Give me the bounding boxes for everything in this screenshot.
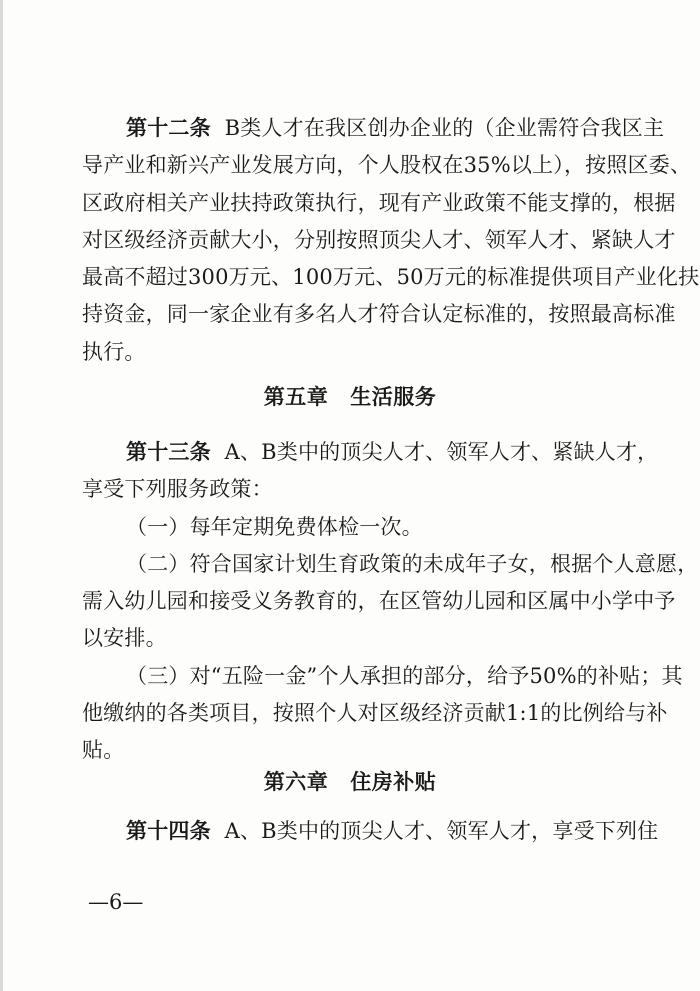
article-14-text: A、B类中的顶尖人才、领军人才，享受下列住 <box>224 819 659 843</box>
article-13-line-1 <box>82 433 659 471</box>
article-13-heading: 第十三条 <box>126 439 211 464</box>
article-12-line-6: 持资金，同一家企业有多名人才符合认定标准的，按照最高标准 <box>82 302 676 327</box>
chapter-6-title: 住房补贴 <box>350 769 437 794</box>
chapter-5-title: 生活服务 <box>350 384 437 409</box>
article-13-item-1: （一）每年定期免费体检一次。 <box>126 514 423 539</box>
article-12-heading: 第十二条 <box>126 115 211 140</box>
article-14-line-1 <box>82 812 659 850</box>
article-12-line-1 <box>82 109 665 147</box>
article-13-item-2-line-2: 需入幼儿园和接受义务教育的，在区管幼儿园和区属中小学中予 <box>82 589 676 614</box>
article-14-heading: 第十四条 <box>126 818 211 843</box>
chapter-5-number: 第五章 <box>263 384 329 409</box>
article-13-text: A、B类中的顶尖人才、领军人才、紧缺人才， <box>224 440 659 464</box>
article-12-text: B类人才在我区创办企业的（企业需符合我区主 <box>224 116 665 140</box>
article-12 <box>82 109 700 371</box>
article-12-line-3: 区政府相关产业扶持政策执行，现有产业政策不能支撑的，根据 <box>82 190 676 215</box>
article-13-item-2-line-3: 以安排。 <box>82 626 167 651</box>
article-14 <box>82 812 659 850</box>
article-13-item-3-line-3: 贴。 <box>82 738 125 763</box>
article-13-line-2: 享受下列服务政策： <box>82 477 273 502</box>
article-13-item-3-line-2: 他缴纳的各类项目，按照个人对区级经济贡献1:1的比例给与补 <box>82 701 668 726</box>
article-12-line-4: 对区级经济贡献大小，分别按照顶尖人才、领军人才、紧缺人才 <box>82 227 676 252</box>
article-13-item-3-line-1: （三）对“五险一金”个人承担的部分，给予50%的补贴；其 <box>126 663 683 688</box>
chapter-6-heading <box>0 766 700 796</box>
article-12-line-5: 最高不超过300万元、100万元、50万元的标准提供项目产业化扶 <box>82 265 700 290</box>
article-13 <box>82 433 699 770</box>
article-12-line-2: 导产业和新兴产业发展方向，个人股权在35%以上），按照区委、 <box>82 153 692 178</box>
chapter-5-heading <box>0 381 700 411</box>
chapter-6-number: 第六章 <box>263 769 329 794</box>
page-edge <box>0 0 3 991</box>
article-12-line-7: 执行。 <box>82 339 146 364</box>
page-number: —6— <box>88 890 144 914</box>
article-13-item-2-line-1: （二）符合国家计划生育政策的未成年子女，根据个人意愿， <box>126 551 699 576</box>
